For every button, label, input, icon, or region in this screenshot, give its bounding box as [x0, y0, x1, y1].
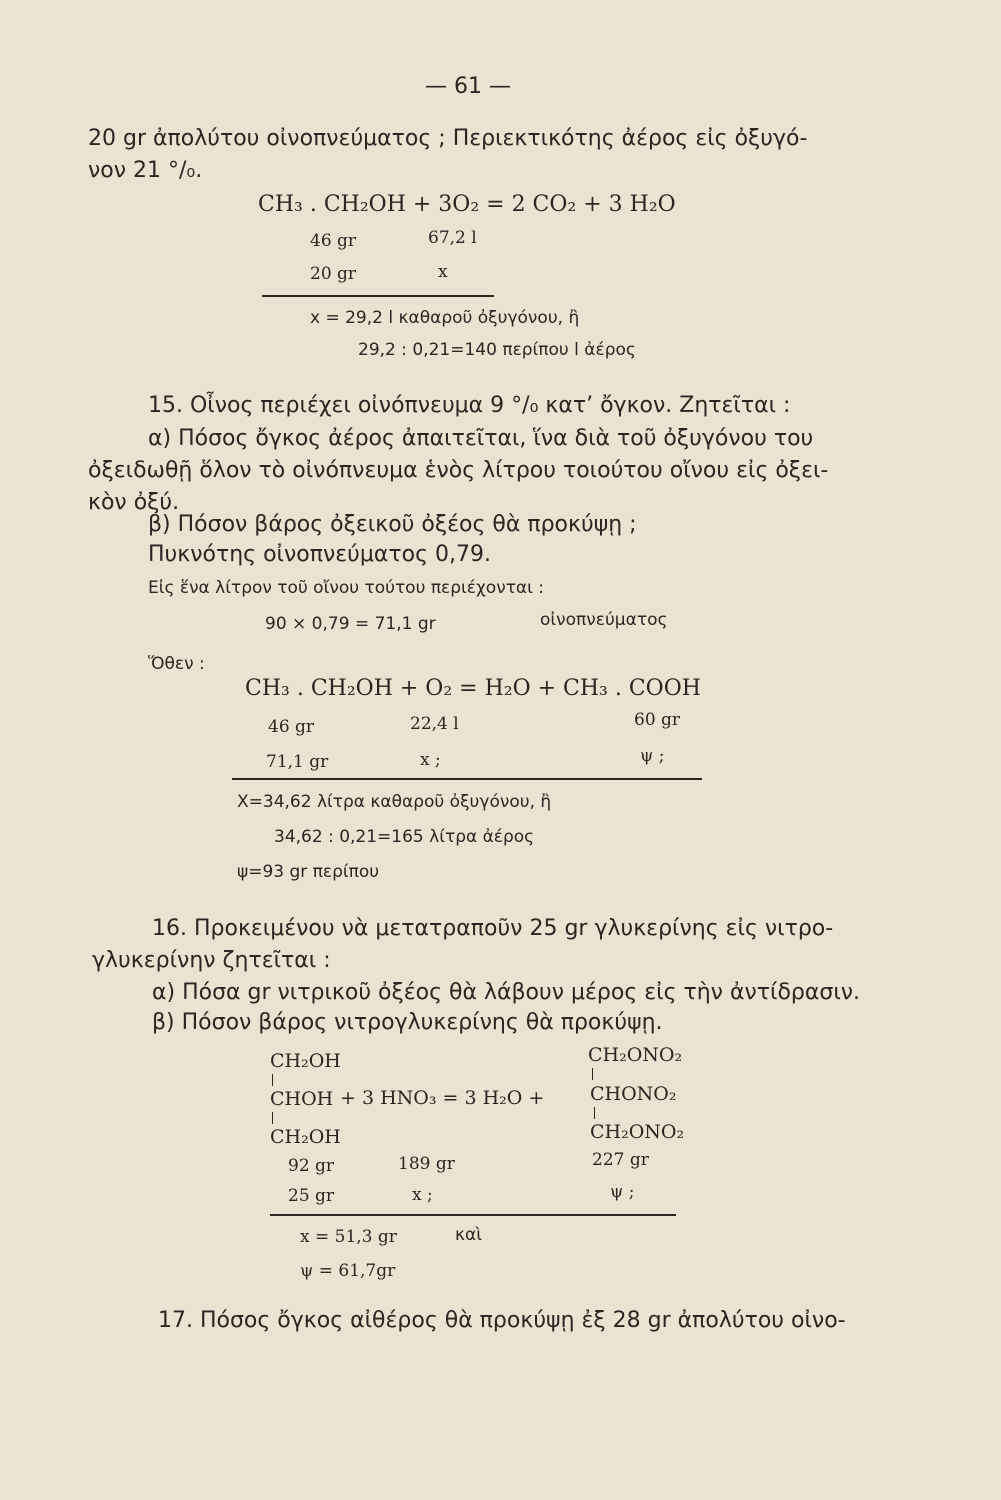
intro-line-1: 20 gr ἀπολύτου οἰνοπνεύματος ; Περιεκτικότης ἀέρος εἰς ὀξυγό-: [88, 126, 808, 151]
glycerol-bond-2: [272, 1112, 273, 1124]
p15-result-3: ψ=93 gr περίπου: [237, 862, 380, 882]
combustion-equation: CH₃ . CH₂OH + 3O₂ = 2 CO₂ + 3 H₂O: [258, 192, 676, 217]
glycerol-bond-1: [272, 1074, 273, 1086]
p16-divider: [270, 1214, 676, 1216]
problem-15-line-3: ὀξειδωθῇ ὅλον τὸ οἰνόπνευμα ἑνὸς λίτρου τοιούτου οἴνου εἰς ὀξει-: [88, 458, 829, 483]
problem-15-line-7: Εἰς ἕνα λίτρον τοῦ οἴνου τούτου περιέχονται :: [148, 578, 545, 598]
calc1-divider: [262, 295, 494, 297]
page-number: — 61 —: [425, 74, 511, 99]
p15-row2-col1: 71,1 gr: [266, 752, 329, 772]
glycerol-bottom: CH₂OH: [270, 1126, 341, 1148]
p15-row1-col3: 60 gr: [634, 710, 681, 730]
oxidation-equation: CH₃ . CH₂OH + O₂ = H₂O + CH₃ . COOH: [245, 676, 701, 701]
p16-result-1: x = 51,3 gr: [300, 1227, 397, 1247]
hothen-label: Ὅθεν :: [148, 654, 205, 674]
nitration-middle: + 3 HNO₃ = 3 H₂O +: [340, 1087, 545, 1109]
nitroglycerin-top: CH₂ONO₂: [588, 1044, 683, 1066]
alcohol-multiplication: 90 × 0,79 = 71,1 gr: [265, 614, 436, 634]
p15-row2-col3: ψ ;: [640, 746, 665, 766]
calc1-row1-col1: 46 gr: [310, 231, 357, 251]
problem-15-line-4: κὸν ὀξύ.: [88, 490, 180, 515]
problem-17-line-1: 17. Πόσος ὄγκος αἰθέρος θὰ προκύψῃ ἐξ 28 gr ἀπολύτου οἰνο-: [158, 1308, 846, 1333]
problem-15-line-1: 15. Οἶνος περιέχει οἰνόπνευμα 9 °/₀ κατ’ ὄγκον. Ζητεῖται :: [148, 393, 791, 418]
nitroglycerin-bond-2: [594, 1107, 595, 1119]
nitroglycerin-middle: CHONO₂: [590, 1083, 677, 1105]
intro-line-2: νον 21 °/₀.: [88, 158, 203, 183]
p15-row1-col1: 46 gr: [268, 717, 315, 737]
p15-result-2: 34,62 : 0,21=165 λίτρα ἀέρος: [274, 827, 535, 847]
p15-result-1: X=34,62 λίτρα καθαροῦ ὀξυγόνου, ἢ: [237, 792, 552, 812]
problem-15-line-6: Πυκνότης οἰνοπνεύματος 0,79.: [148, 542, 491, 567]
p16-row1-col3: 227 gr: [592, 1150, 649, 1170]
p15-row2-col2: x ;: [420, 750, 441, 770]
calc1-row1-col2: 67,2 l: [428, 228, 477, 248]
p16-row2-col1: 25 gr: [288, 1186, 335, 1206]
problem-15-line-2: α) Πόσος ὄγκος ἀέρος ἀπαιτεῖται, ἵνα διὰ τοῦ ὀξυγόνου του: [148, 426, 814, 451]
p16-result-2: ψ = 61,7gr: [300, 1261, 396, 1281]
p16-row1-col2: 189 gr: [398, 1154, 455, 1174]
problem-16-line-3: α) Πόσα gr νιτρικοῦ ὀξέος θὰ λάβουν μέρος εἰς τὴν ἀντίδρασιν.: [152, 980, 861, 1005]
alcohol-label: οἰνοπνεύματος: [540, 610, 668, 630]
calc1-row2-col2: x: [438, 262, 448, 282]
problem-16-line-2: γλυκερίνην ζητεῖται :: [92, 948, 331, 973]
p15-row1-col2: 22,4 l: [410, 714, 459, 734]
calc1-result-1: x = 29,2 l καθαροῦ ὀξυγόνου, ἢ: [310, 308, 580, 328]
p16-row1-col1: 92 gr: [288, 1156, 335, 1176]
problem-15-line-5: β) Πόσον βάρος ὀξεικοῦ ὀξέος θὰ προκύψῃ ;: [148, 512, 637, 537]
p16-result-conjunction: καὶ: [455, 1225, 482, 1245]
problem-16-line-1: 16. Προκειμένου νὰ μετατραποῦν 25 gr γλυκερίνης εἰς νιτρο-: [152, 916, 834, 941]
p15-divider: [232, 778, 702, 780]
nitroglycerin-bottom: CH₂ONO₂: [590, 1121, 685, 1143]
nitroglycerin-bond-1: [592, 1068, 593, 1080]
problem-16-line-4: β) Πόσον βάρος νιτρογλυκερίνης θὰ προκύψῃ.: [152, 1010, 663, 1035]
p16-row2-col3: ψ ;: [610, 1182, 635, 1202]
p16-row2-col2: x ;: [412, 1185, 433, 1205]
calc1-result-2: 29,2 : 0,21=140 περίπου l ἀέρος: [358, 340, 636, 360]
glycerol-middle: CHOH: [270, 1088, 334, 1110]
calc1-row2-col1: 20 gr: [310, 264, 357, 284]
glycerol-top: CH₂OH: [270, 1050, 341, 1072]
